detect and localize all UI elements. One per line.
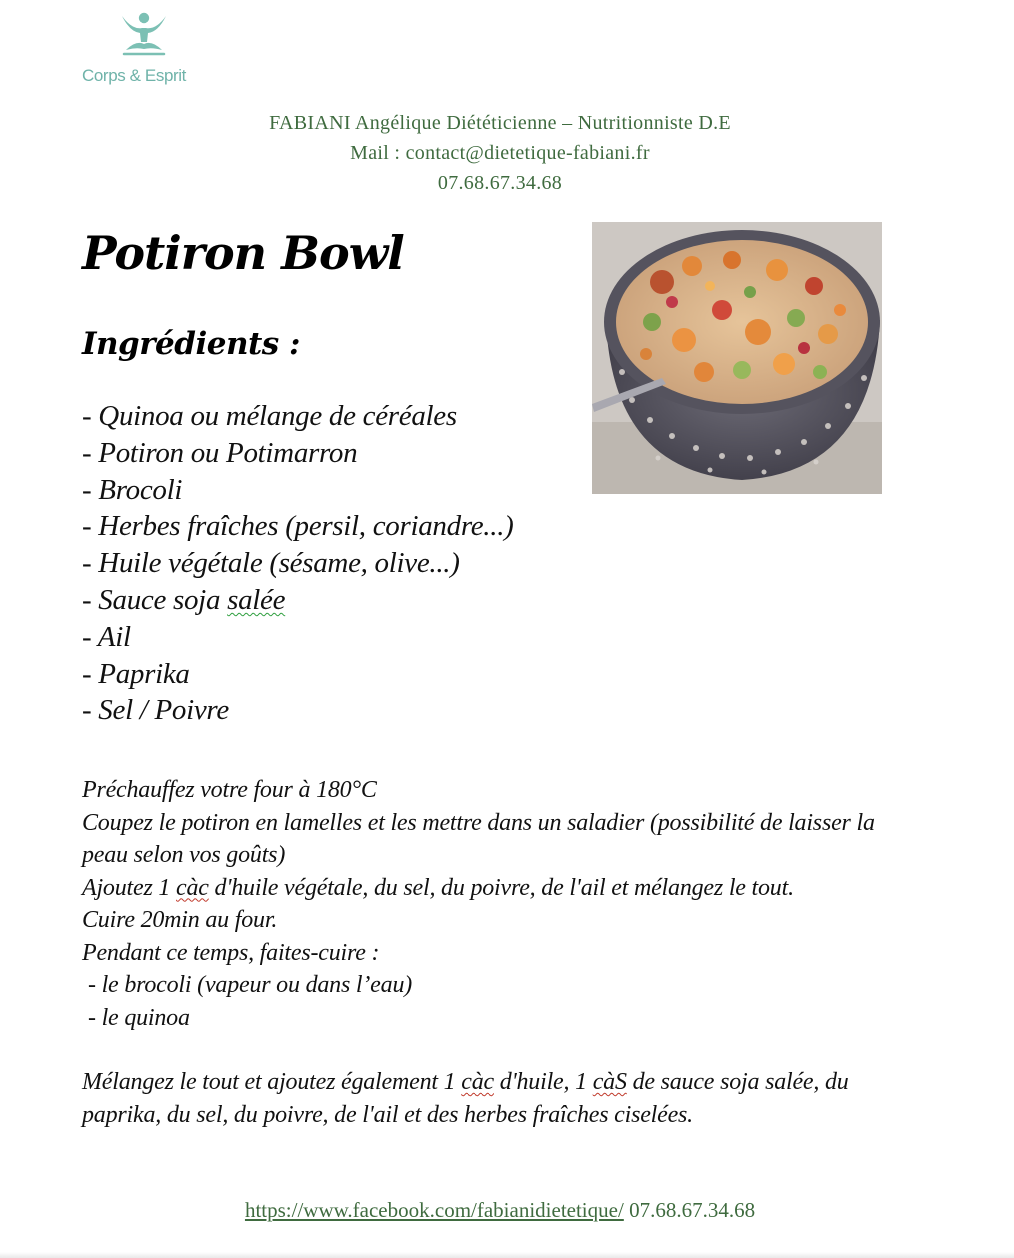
spell-flagged-word: càc [176, 874, 209, 901]
instruction-line: Cuire 20min au four. [82, 907, 278, 933]
ingredient-item: - Ail [82, 620, 131, 653]
spell-flagged-word: càc [461, 1069, 494, 1095]
ingredient-item: - Potiron ou Potimarron [82, 436, 358, 469]
instruction-line: Préchauffez votre four à 180°C [82, 777, 377, 803]
ingredient-item: - Sel / Poivre [82, 694, 229, 727]
ingredient-item: - Paprika [82, 657, 190, 690]
grammar-flagged-word: salée [227, 583, 286, 616]
ingredients-heading: Ingrédients : [82, 326, 300, 362]
ingredients-list [82, 398, 514, 729]
instruction-line: - le quinoa [88, 1004, 190, 1031]
instruction-text: Mélangez le tout et ajoutez également 1 [82, 1069, 462, 1095]
ingredient-item [82, 582, 514, 619]
dietitian-name: FABIANI Angélique Diététicienne – Nutritionniste D.E [269, 112, 731, 134]
instruction-line: Coupez le potiron en lamelles et les mettre dans un saladier (possibilité de laisser la peau selon vos goûts) [82, 809, 875, 868]
instruction-line: Pendant ce temps, faites-cuire : [82, 939, 380, 966]
recipe-instructions [82, 774, 912, 1131]
ingredient-item: - Quinoa ou mélange de céréales [82, 400, 457, 432]
quinoa-pumpkin-bowl-photo [592, 222, 882, 494]
ingredient-text: - Sauce soja [82, 583, 228, 616]
ingredient-item: - Huile végétale (sésame, olive...) [82, 547, 460, 580]
logo [78, 8, 218, 88]
facebook-link[interactable]: https://www.facebook.com/fabianidietetique/ [244, 1198, 624, 1222]
ingredient-item: - Herbes fraîches (persil, coriandre...) [82, 510, 514, 543]
page-footer [0, 1198, 1000, 1223]
instruction-line [82, 1066, 912, 1131]
contact-phone: 07.68.67.34.68 [437, 172, 563, 194]
instruction-line: - le brocoli (vapeur ou dans l’eau) [88, 972, 413, 998]
bowl-illustration [592, 222, 882, 494]
instruction-line [82, 872, 912, 905]
recipe-title: Potiron Bowl [82, 226, 404, 280]
instruction-text: de sauce soja salée, du paprika, du sel, du poivre, de l'ail et des herbes fraîches ciselées. [82, 1069, 849, 1128]
instruction-text: d'huile, 1 [493, 1069, 593, 1095]
yoga-figure-icon [118, 10, 170, 58]
footer-phone: 07.68.67.34.68 [623, 1198, 756, 1222]
spell-flagged-word: càS [592, 1069, 627, 1095]
page-edge [0, 1252, 1014, 1258]
paragraph-gap [82, 1034, 912, 1066]
ingredient-item: - Brocoli [82, 473, 183, 506]
instruction-text: d'huile végétale, du sel, du poivre, de l'ail et mélangez le tout. [208, 874, 794, 901]
instruction-text: Ajoutez 1 [82, 874, 176, 901]
contact-header [0, 108, 1000, 198]
logo-text: Corps & Esprit [82, 66, 186, 85]
contact-email: Mail : contact@dietetique-fabiani.fr [350, 142, 650, 164]
